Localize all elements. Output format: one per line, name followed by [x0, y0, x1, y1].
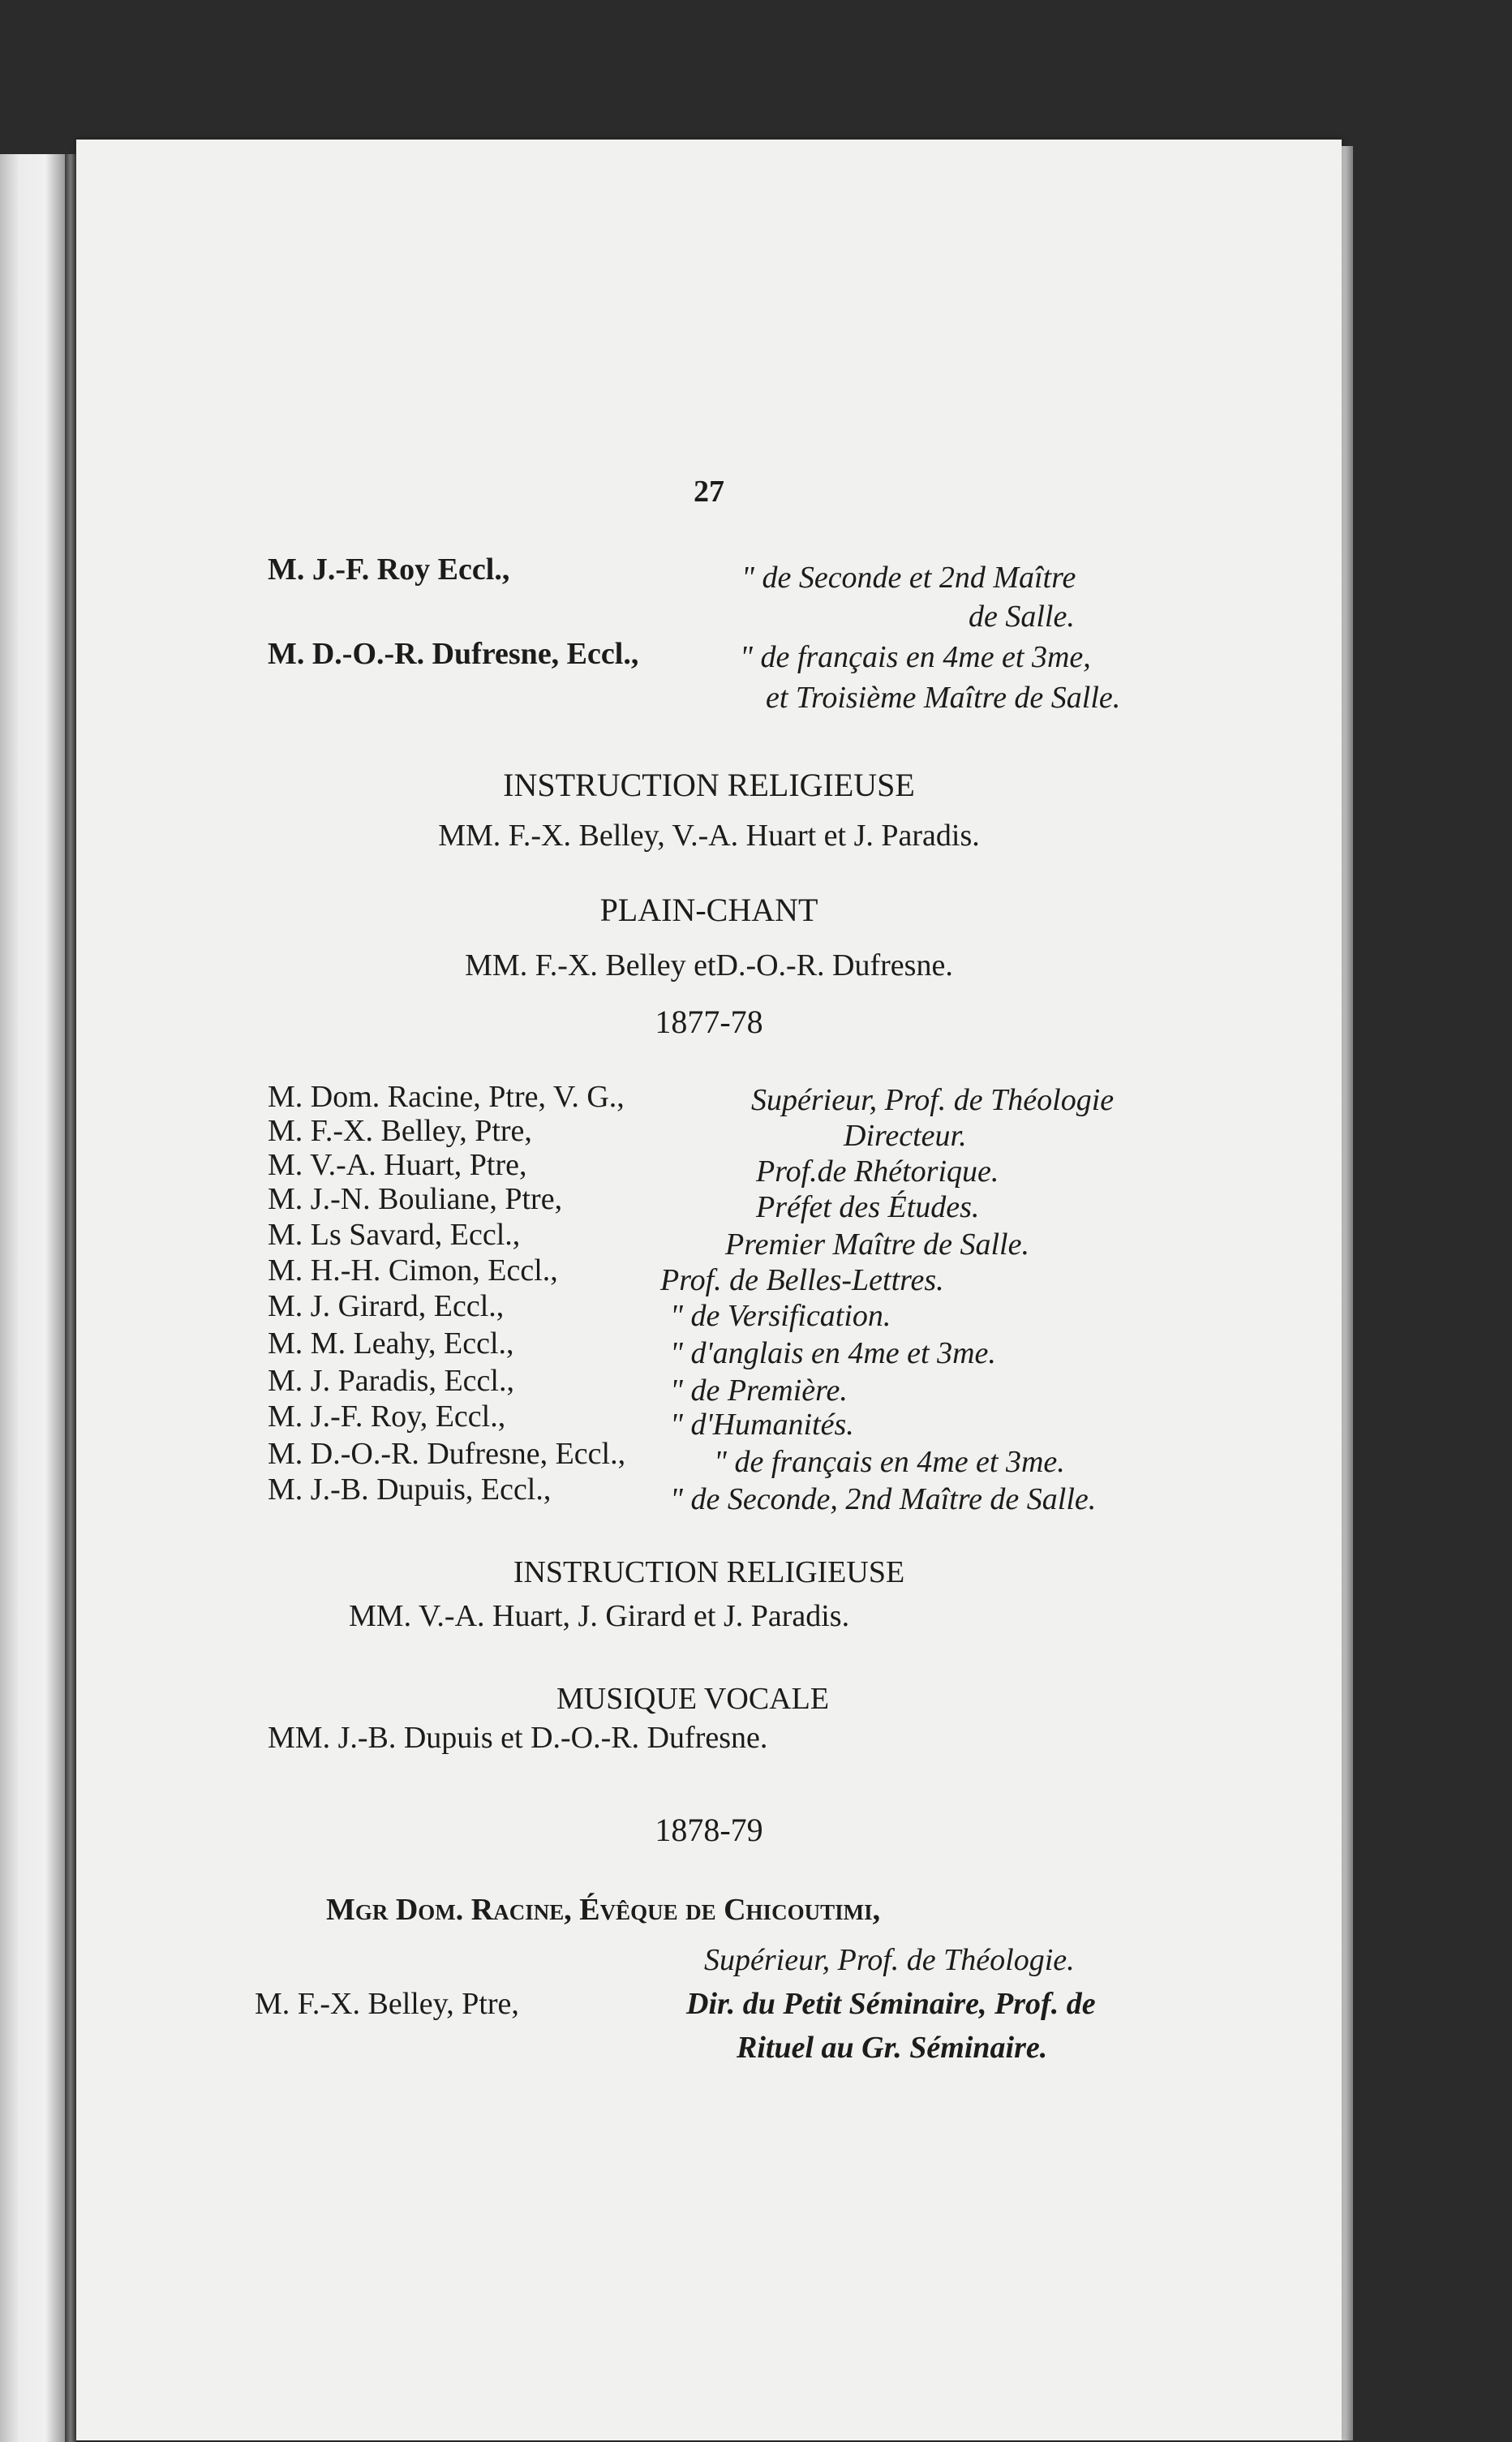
staff-name: M. Dom. Racine, Ptre, V. G.,: [268, 1080, 625, 1114]
entry-role-dufresne-1: " de français en 4me et 3me,: [740, 640, 1091, 674]
staff-role: " de Première.: [670, 1374, 848, 1408]
year-heading-1877: 1877-78: [655, 1004, 763, 1040]
entry-name-belley-1878: M. F.-X. Belley, Ptre,: [255, 1987, 519, 2021]
section-heading-plainchant: PLAIN-CHANT: [599, 892, 818, 928]
section-heading-musique: MUSIQUE VOCALE: [556, 1682, 830, 1716]
staff-name: M. J.-B. Dupuis, Eccl.,: [268, 1473, 552, 1507]
staff-role: Supérieur, Prof. de Théologie: [751, 1083, 1115, 1117]
bishop-line: Mgr Dom. Racine, Évêque de Chicoutimi,: [326, 1893, 881, 1927]
entry-role-roy-2: de Salle.: [969, 600, 1075, 634]
section-line-plainchant: MM. F.-X. Belley etD.-O.-R. Dufresne.: [465, 948, 953, 982]
staff-role: " d'Humanités.: [670, 1408, 854, 1442]
staff-role: Premier Maître de Salle.: [725, 1227, 1029, 1262]
staff-name: M. J. Paradis, Eccl.,: [268, 1364, 514, 1398]
page-number: 27: [694, 475, 724, 509]
staff-name: M. Ls Savard, Eccl.,: [268, 1218, 521, 1252]
staff-role: " de français en 4me et 3me.: [714, 1445, 1065, 1479]
bishop-role: Supérieur, Prof. de Théologie.: [704, 1943, 1075, 1977]
entry-name-dufresne: M. D.-O.-R. Dufresne, Eccl.,: [268, 637, 639, 671]
entry-role-belley-1878-2: Rituel au Gr. Séminaire.: [737, 2031, 1048, 2065]
staff-role: " de Versification.: [670, 1299, 891, 1333]
staff-name: M. H.-H. Cimon, Eccl.,: [268, 1253, 558, 1288]
staff-role: Directeur.: [844, 1119, 967, 1153]
section-line-instruction: MM. F.-X. Belley, V.-A. Huart et J. Paradis.: [438, 819, 980, 853]
staff-role: " de Seconde, 2nd Maître de Salle.: [670, 1482, 1097, 1516]
year-heading-1878: 1878-79: [655, 1812, 763, 1848]
staff-name: M. V.-A. Huart, Ptre,: [268, 1148, 527, 1182]
staff-name: M. J.-F. Roy, Eccl.,: [268, 1399, 506, 1434]
staff-role: Préfet des Études.: [756, 1190, 980, 1224]
section-heading-instruction: INSTRUCTION RELIGIEUSE: [503, 767, 915, 803]
staff-name: M. J.-N. Bouliane, Ptre,: [268, 1182, 563, 1216]
entry-role-belley-1878-1: Dir. du Petit Séminaire, Prof. de: [686, 1987, 1096, 2021]
staff-role: Prof. de Belles-Lettres.: [660, 1263, 944, 1297]
staff-name: M. J. Girard, Eccl.,: [268, 1289, 505, 1323]
section-line-musique: MM. J.-B. Dupuis et D.-O.-R. Dufresne.: [268, 1721, 768, 1755]
page-edge-shadow: [1342, 146, 1353, 2440]
staff-name: M. F.-X. Belley, Ptre,: [268, 1114, 532, 1148]
entry-role-dufresne-2: et Troisième Maître de Salle.: [766, 681, 1121, 715]
section-line-instruction-1877: MM. V.-A. Huart, J. Girard et J. Paradis.: [349, 1599, 850, 1633]
facing-page-edge: [0, 154, 65, 2442]
document-page: [76, 140, 1342, 2440]
staff-role: " d'anglais en 4me et 3me.: [670, 1336, 996, 1370]
section-heading-instruction-1877: INSTRUCTION RELIGIEUSE: [513, 1555, 905, 1589]
entry-name-roy: M. J.-F. Roy Eccl.,: [268, 552, 510, 587]
entry-role-roy-1: " de Seconde et 2nd Maître: [741, 561, 1076, 595]
staff-name: M. D.-O.-R. Dufresne, Eccl.,: [268, 1437, 626, 1471]
staff-role: Prof.de Rhétorique.: [756, 1154, 999, 1189]
book-spine: [65, 154, 76, 2442]
staff-name: M. M. Leahy, Eccl.,: [268, 1326, 514, 1361]
